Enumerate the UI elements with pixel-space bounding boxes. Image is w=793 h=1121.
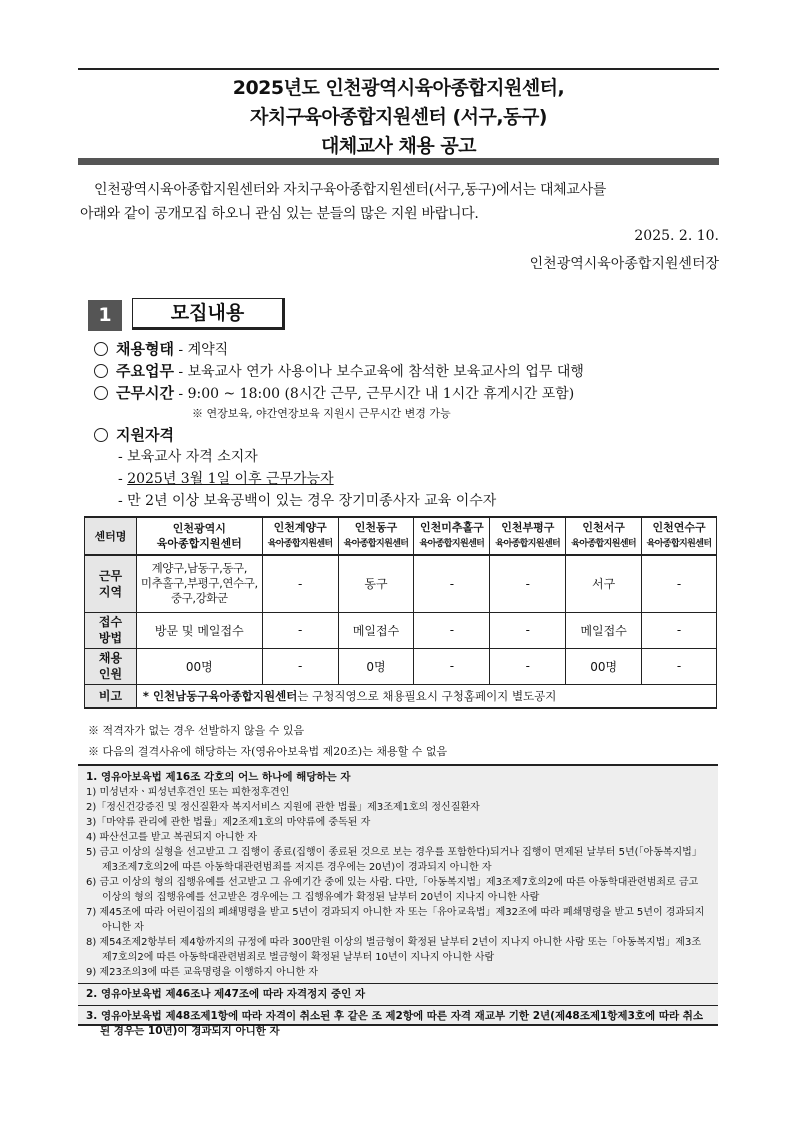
qualification-2-text: 2025년 3월 1일 이후 근무가능자 <box>127 471 334 487</box>
center-sub: 육아종합지원센터 <box>495 539 561 549</box>
disq-item: 4) 파산선고를 받고 복권되지 아니한 자 <box>86 832 258 843</box>
table-cell: - <box>414 555 490 612</box>
disq-item: 1) 미성년자ㆍ피성년후견인 또는 피한정후견인 <box>86 787 290 798</box>
table-cell: - <box>414 612 490 648</box>
qualification-1: - 보육교사 자격 소지자 <box>118 449 258 465</box>
item-text: - 9:00 ~ 18:00 (8시간 근무, 근무시간 내 1시간 휴게시간 포함) <box>173 386 575 402</box>
table-corner: 센터명 <box>85 517 137 555</box>
center-header <box>566 517 642 555</box>
center-sub: 육아종합지원센터 <box>419 539 485 549</box>
disq-heading-1: 1. 영유아보육법 제16조 각호의 어느 하나에 해당하는 자 <box>86 771 351 783</box>
table-cell: - <box>262 612 338 648</box>
disq-item: 8) 제54조제2항부터 제4항까지의 규정에 따라 300만원 이상의 벌금형이 확정된 날부터 2년이 지나지 아니한 사람 또는「아동복지법」제3조제7호의2에 따른 아동학대관련범죄로 벌금형이 확정된 날부터 10년이 지나지 아니한 사람 <box>86 937 702 963</box>
center-header <box>414 517 490 555</box>
row-head-line: 방법 <box>98 631 123 645</box>
row-head: 비고 <box>85 684 137 708</box>
table-cell: - <box>490 648 566 684</box>
item-employment-type <box>94 338 228 361</box>
disq-item: 5) 금고 이상의 실형을 선고받고 그 집행이 종료(집행이 종료된 것으로 보는 경우를 포함한다)되거나 집행이 면제된 날부터 5년(「아동복지법」제3조제7호의2에 따른 아동학대관련범죄를 저지른 경우에는 20년)이 경과되지 아니한 자 <box>86 847 702 873</box>
center-sub: 육아종합지원센터 <box>343 539 409 549</box>
divider <box>78 983 718 984</box>
remark-rest: 는 구청직영으로 채용필요시 구청홈페이지 별도공지 <box>297 688 557 703</box>
item-label: 지원자격 <box>116 426 174 444</box>
table-cell: 메일접수 <box>338 612 414 648</box>
remark-bold: * 인천남동구육아종합지원센터 <box>142 688 298 703</box>
title-line-2: 자치구육아종합지원센터 (서구,동구) <box>249 106 547 128</box>
table-row <box>85 648 717 684</box>
table-cell: - <box>642 648 717 684</box>
center-header <box>262 517 338 555</box>
item-label: 주요업무 <box>116 362 174 380</box>
table-cell: - <box>262 648 338 684</box>
row-head-line: 지역 <box>98 584 123 599</box>
table-row <box>85 555 717 612</box>
table-cell: 서구 <box>566 555 642 612</box>
center-name: 인천동구 <box>354 521 398 534</box>
dash: - <box>118 471 128 487</box>
table-cell: - <box>490 555 566 612</box>
disq-heading-2: 2. 영유아보육법 제46조나 제47조에 따라 자격정지 중인 자 <box>86 988 366 1000</box>
area-line: 중구,강화군 <box>170 591 228 606</box>
disq-item: 9) 제23조의3에 따른 교육명령을 이행하지 아니한 자 <box>86 967 318 978</box>
disqualification-box <box>78 764 718 1037</box>
table-cell: 00명 <box>136 648 262 684</box>
table-cell: - <box>642 612 717 648</box>
qualification-3: - 만 2년 이상 보육공백이 있는 경우 장기미종사자 교육 이수자 <box>118 493 497 509</box>
center-sub: 육아종합지원센터 <box>267 539 333 549</box>
table-cell: 메일접수 <box>566 612 642 648</box>
center-sub: 육아종합지원센터 <box>571 539 637 549</box>
remark-cell <box>136 684 716 708</box>
intro-line-2: 아래와 같이 공개모집 하오니 관심 있는 분들의 많은 지원 바랍니다. <box>80 206 479 222</box>
table-cell: 동구 <box>338 555 414 612</box>
item-label: 근무시간 <box>116 384 174 402</box>
table-cell: - <box>262 555 338 612</box>
work-hours-note: ※ 연장보육, 야간연장보육 지원시 근무시간 변경 가능 <box>192 407 451 420</box>
circle-bullet-icon <box>94 386 108 400</box>
row-head-line: 근무 <box>98 568 123 583</box>
center-header <box>490 517 566 555</box>
disq-item: 2)「정신건강증진 및 정신질환자 복지서비스 지원에 관한 법률」제3조제1호의 정신질환자 <box>86 802 480 813</box>
center-sub: 육아종합지원센터 <box>646 539 712 549</box>
row-head-line: 접수 <box>98 615 123 629</box>
item-text: - 보육교사 연가 사용이나 보수교육에 참석한 보육교사의 업무 대행 <box>173 364 584 380</box>
intro-line-1: 인천광역시육아종합지원센터와 자치구육아종합지원센터(서구,동구)에서는 대체교사를 <box>94 182 607 198</box>
item-main-duty <box>94 360 584 383</box>
table-cell: - <box>414 648 490 684</box>
table-cell: 00명 <box>566 648 642 684</box>
center-header <box>642 517 717 555</box>
circle-bullet-icon <box>94 364 108 378</box>
center-name: 인천부평구 <box>501 521 555 534</box>
item-text: - 계약직 <box>173 342 229 358</box>
recruitment-table <box>84 516 717 709</box>
center-name: 인천서구 <box>582 521 625 534</box>
table-cell: - <box>490 612 566 648</box>
section-number: 1 <box>88 300 122 331</box>
circle-bullet-icon <box>94 342 108 356</box>
notice-1: ※ 적격자가 없는 경우 선발하지 않을 수 있음 <box>88 724 305 737</box>
announcement-signer: 인천광역시육아종합지원센터장 <box>529 256 719 272</box>
item-work-hours <box>94 382 574 405</box>
intro-paragraph <box>80 178 720 226</box>
title-line-1: 2025년도 인천광역시육아종합지원센터, <box>232 77 565 99</box>
row-head <box>85 555 137 612</box>
disq-heading-3: 3. 영유아보육법 제48조제1항에 따라 자격이 취소된 후 같은 조 제2항에 따른 자격 재교부 기한 2년(제48조제1항제3호에 따라 취소된 경우는 10년)이 경과되지 아니한 자 <box>86 1010 704 1037</box>
center-sub: 육아종합지원센터 <box>156 537 242 550</box>
table-row <box>85 612 717 648</box>
center-name: 인천미추홀구 <box>420 521 484 534</box>
disq-item: 6) 금고 이상의 형의 집행유예를 선고받고 그 유예기간 중에 있는 사람. 다만,「아동복지법」제3조제7호의2에 따른 아동학대관련범죄로 금고 이상의 형의 집행유예를 선고받은 경우에는 그 집행유예가 확정된 날부터 20년이 지나지 아니한 사람 <box>86 877 699 903</box>
section-title: 모집내용 <box>132 298 285 330</box>
center-name: 인천광역시 <box>172 522 226 535</box>
area-line: 계양구,남동구,동구, <box>151 561 248 576</box>
table-cell: - <box>642 555 717 612</box>
notice-2: ※ 다음의 결격사유에 해당하는 자(영유아보육법 제20조)는 채용할 수 없음 <box>88 745 448 758</box>
center-name: 인천계양구 <box>273 521 327 534</box>
disq-item: 7) 제45조에 따라 어린이집의 폐쇄명령을 받고 5년이 경과되지 아니한 자 또는「유아교육법」제32조에 따라 폐쇄명령을 받고 5년이 경과되지 아니한 자 <box>86 907 705 933</box>
divider <box>78 1005 718 1006</box>
row-head <box>85 612 137 648</box>
table-cell <box>136 555 262 612</box>
item-qualification <box>94 424 174 447</box>
row-head-line: 인원 <box>98 667 123 681</box>
row-head <box>85 648 137 684</box>
area-line: 미추홀구,부평구,연수구, <box>140 576 258 591</box>
table-row <box>85 684 717 708</box>
center-name: 인천연수구 <box>652 521 706 534</box>
row-head-line: 채용 <box>98 651 123 665</box>
title-line-3: 대체교사 채용 공고 <box>320 135 477 157</box>
table-cell: 0명 <box>338 648 414 684</box>
center-header <box>338 517 414 555</box>
disq-item: 3)「마약류 관리에 관한 법률」제2조제1호의 마약류에 중독된 자 <box>86 817 371 828</box>
document-title <box>78 68 719 165</box>
item-label: 채용형태 <box>116 340 174 358</box>
qualification-2 <box>118 468 334 490</box>
announcement-date: 2025. 2. 10. <box>634 228 719 244</box>
table-cell: 방문 및 메일접수 <box>136 612 262 648</box>
circle-bullet-icon <box>94 428 108 442</box>
center-header <box>136 517 262 555</box>
